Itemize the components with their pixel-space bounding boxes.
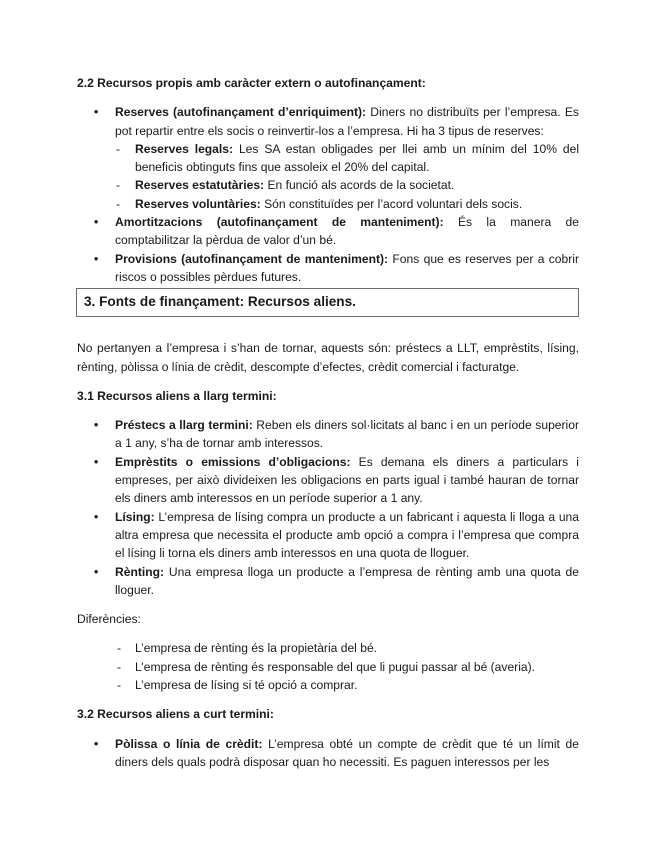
section-3-intro: No pertanyen a l’empresa i s’han de tornar, aquests són: préstecs a LLT, emprèstits, lísing, rènting, pòlissa o línia de crèdit, descompte d’efectes, crèdit comercial i facturatge. xyxy=(77,341,579,374)
desc-renting: Una empresa lloga un producte a l’empresa de rènting amb una quota de lloguer. xyxy=(115,564,579,597)
long-term-list xyxy=(77,416,579,599)
list-item-reserves-legals xyxy=(115,140,579,177)
term-renting: Rènting: xyxy=(115,564,165,579)
term-prestecs: Préstecs a llarg termini: xyxy=(115,418,253,433)
section-3-heading-box xyxy=(76,288,579,317)
differences-label: Diferències: xyxy=(77,612,141,627)
list-item-lising xyxy=(77,508,579,563)
desc-reserves-estatutaries: En funció als acords de la societat. xyxy=(264,178,455,193)
term-reserves-estatutaries: Reserves estatutàries: xyxy=(135,178,265,193)
list-item-prestecs xyxy=(77,416,579,453)
list-item-reserves xyxy=(77,103,579,213)
desc-lising: L’empresa de lísing compra un producte a un fabricant i aquesta li lloga a una altra empresa que necessita el producte amb opció a compra i l’empresa que compra el lísing li torna els diners amb interessos en una quota de lloguer. xyxy=(115,509,579,561)
list-item-provisions xyxy=(77,250,579,287)
desc-provisions: Fons que es reserves per a cobrir riscos o possibles pèrdues futures. xyxy=(115,251,579,284)
term-emprestits: Emprèstits o emissions d’obligacions: xyxy=(115,454,351,469)
desc-reserves: Diners no distribuïts per l’empresa. Es pot repartir entre els socis o reinvertir-los a l’empresa. Hi ha 3 tipus de reserves: xyxy=(115,105,579,138)
reserves-list xyxy=(77,103,579,286)
list-item-renting xyxy=(77,563,579,600)
desc-prestecs: Reben els diners sol·licitats al banc i en un període superior a 1 any, s’ha de tornar amb interessos. xyxy=(115,418,579,451)
list-item-emprestits xyxy=(77,453,579,508)
section-2-2-heading: 2.2 Recursos propis amb caràcter extern o autofinançament: xyxy=(77,76,426,90)
list-item-polissa xyxy=(77,735,579,772)
list-item-reserves-voluntaries xyxy=(115,195,579,213)
term-reserves: Reserves (autofinançament d’enriquiment): xyxy=(115,105,367,120)
section-3-heading: 3. Fonts de finançament: Recursos aliens. xyxy=(84,294,356,310)
term-reserves-legals: Reserves legals: xyxy=(135,141,234,156)
desc-polissa: L’empresa obté un compte de crèdit que té un límit de diners dels quals podrà disposar quan ho necessiti. Es paguen interessos per les xyxy=(115,736,579,769)
desc-reserves-legals: Les SA estan obligades per llei amb un mínim del 10% del beneficis obtinguts fins que assoleix el 20% del capital. xyxy=(135,141,580,175)
desc-emprestits: Es demana els diners a particulars i empreses, per això divideixen les obligacions en parts igual i també hauran de tornar els diners amb interessos en un període superior a 1 any. xyxy=(115,454,579,506)
list-item-amortitzacions xyxy=(77,213,579,250)
desc-amortitzacions: És la manera de comptabilitzar la pèrdua de valor d’un bé. xyxy=(115,215,579,248)
list-item-reserves-estatutaries xyxy=(115,176,579,194)
section-3-1-heading: 3.1 Recursos aliens a llarg termini: xyxy=(77,388,277,403)
term-amortitzacions: Amortitzacions (autofinançament de manteniment): xyxy=(115,215,444,230)
list-item-difference: - L’empresa de rènting és responsable del que li pugui passar al bé (averia). xyxy=(77,658,579,676)
list-item-difference: - L’empresa de rènting és la propietària del bé. xyxy=(77,639,579,657)
term-lising: Lísing: xyxy=(115,509,155,524)
document-content xyxy=(77,74,579,771)
desc-reserves-voluntaries: Són constituïdes per l’acord voluntari dels socis. xyxy=(260,196,523,211)
reserves-types-list xyxy=(115,140,579,213)
term-reserves-voluntaries: Reserves voluntàries: xyxy=(135,196,261,211)
differences-list xyxy=(77,639,579,694)
short-term-list xyxy=(77,735,579,772)
section-3-2-heading: 3.2 Recursos aliens a curt termini: xyxy=(77,707,274,722)
term-polissa: Pòlissa o línia de crèdit: xyxy=(115,736,263,751)
list-item-difference: - L’empresa de lísing si té opció a comprar. xyxy=(77,676,579,694)
term-provisions: Provisions (autofinançament de manteniment): xyxy=(115,251,389,266)
